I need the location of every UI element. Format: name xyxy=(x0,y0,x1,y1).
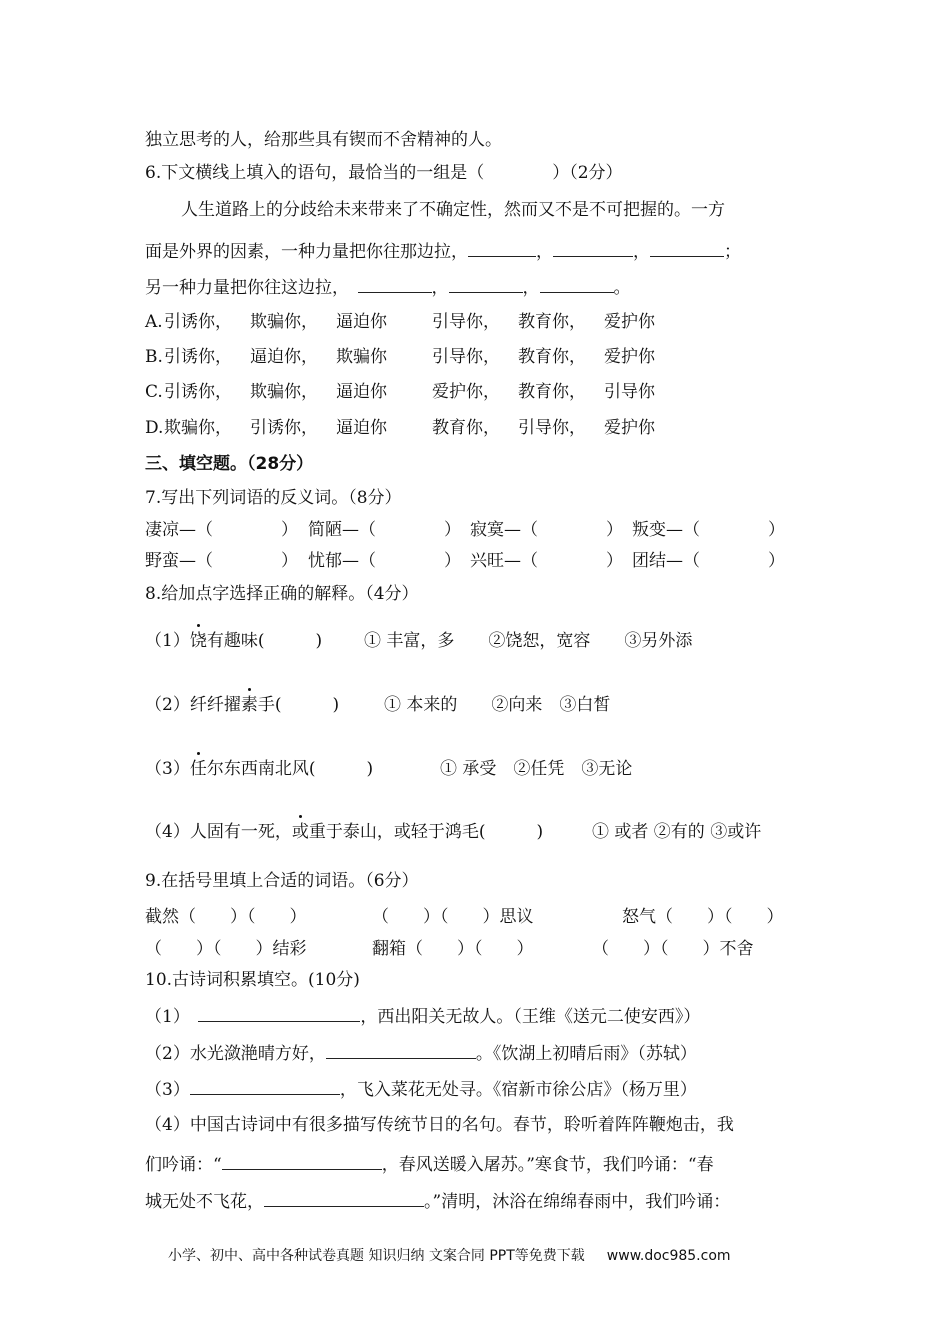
q7-item: 团结—（ ） xyxy=(632,551,785,571)
q8-item-text: 手( ) xyxy=(257,695,340,715)
q7-item: 寂寞—（ ） xyxy=(470,520,623,540)
q8-item-text: （1） xyxy=(145,631,190,651)
q8-item-choices: ① 或者 ②有的 ③或许 xyxy=(592,822,762,842)
q10-blank-3[interactable] xyxy=(190,1078,340,1095)
dotted-char: 饶 xyxy=(189,631,207,651)
q6-blank-3[interactable] xyxy=(650,240,724,257)
q10-text: 。”清明，沐浴在绵绵春雨中，我们吟诵： xyxy=(424,1192,731,1212)
option-word: 欺骗你， xyxy=(164,418,232,438)
q10-line-4: （4）中国古诗词中有很多描写传统节日的名句。春节，聆听着阵阵鞭炮击，我 xyxy=(145,1115,734,1135)
option-word: 欺骗你 xyxy=(336,347,387,367)
footer-url-link[interactable]: www.doc985.com xyxy=(606,1248,731,1264)
q6-blank-4[interactable] xyxy=(358,276,432,293)
option-word: 逼迫你 xyxy=(336,382,387,402)
q6-passage-line-3: 另一种力量把你往这边拉， ， ， 。 xyxy=(145,278,631,298)
q10-line-2 xyxy=(145,1042,697,1065)
option-word: 教育你， xyxy=(518,312,586,332)
q6-blank-6[interactable] xyxy=(540,276,614,293)
option-word: 爱护你 xyxy=(604,418,655,438)
q8-item-choices: ① 丰富，多 ②饶恕，宽容 ③另外添 xyxy=(364,631,693,651)
q8-item-text: 尔东西南北风( ) xyxy=(206,759,374,779)
q6-passage-line-2: 面是外界的因素，一种力量把你往那边拉， ， ， ； xyxy=(145,242,741,262)
option-word: 爱护你， xyxy=(432,382,500,402)
q9-item: 截然（ ）（ ） xyxy=(145,907,307,927)
section-three-heading: 三、填空题。（28分） xyxy=(145,454,314,474)
q6-blank-2[interactable] xyxy=(553,240,633,257)
q8-item-choices: ① 承受 ②任凭 ③无论 xyxy=(440,759,633,779)
q9-item: 翻箱（ ）（ ） xyxy=(372,939,534,959)
q6-blank-1[interactable] xyxy=(468,240,536,257)
q10-line-1 xyxy=(145,1005,700,1028)
q8-item-text: 有趣味( ) xyxy=(206,631,323,651)
option-word: 引诱你， xyxy=(164,312,232,332)
option-letter: B. xyxy=(145,347,163,367)
option-word: 教育你， xyxy=(518,382,586,402)
q10-text: 们吟诵：“ xyxy=(145,1155,222,1175)
q10-text: ，春风送暖入屠苏。”寒食节，我们吟诵：“春 xyxy=(381,1155,714,1175)
q10-stem: 10.古诗词积累填空。(10分) xyxy=(145,970,360,990)
option-word: 教育你， xyxy=(518,347,586,367)
option-word: 引诱你， xyxy=(250,418,318,438)
option-word: 引诱你， xyxy=(164,382,232,402)
q8-item-3 xyxy=(145,758,373,780)
q10-text: ，西出阳关无故人。（王维《送元二使安西》） xyxy=(360,1007,701,1027)
q9-item: （ ）（ ）不舍 xyxy=(592,939,754,959)
q10-text: ，飞入菜花无处寻。《宿新市徐公店》（杨万里） xyxy=(339,1080,697,1100)
option-word: 引导你 xyxy=(604,382,655,402)
q10-line-5 xyxy=(145,1153,714,1176)
intro-tail-line: 独立思考的人，给那些具有锲而不舍精神的人。 xyxy=(145,130,502,150)
q7-stem: 7.写出下列词语的反义词。（8分） xyxy=(145,488,402,508)
q7-item: 野蛮—（ ） xyxy=(145,551,298,571)
option-word: 爱护你 xyxy=(604,347,655,367)
option-word: 逼迫你 xyxy=(336,418,387,438)
option-word: 爱护你 xyxy=(604,312,655,332)
q10-blank-2[interactable] xyxy=(326,1042,476,1059)
q9-stem: 9.在括号里填上合适的词语。（6分） xyxy=(145,871,419,891)
option-word: 引诱你， xyxy=(164,347,232,367)
q7-item: 兴旺—（ ） xyxy=(470,551,623,571)
option-word: 逼迫你 xyxy=(336,312,387,332)
q7-item: 简陋—（ ） xyxy=(308,520,461,540)
q7-item: 叛变—（ ） xyxy=(632,520,785,540)
q8-item-choices: ① 本来的 ②向来 ③白皙 xyxy=(384,695,611,715)
q10-text: 。《饮湖上初晴后雨》（苏轼） xyxy=(475,1044,697,1064)
q6-stem: 6.下文横线上填入的语句，最恰当的一组是（ ）（2分） xyxy=(145,163,623,183)
page-footer xyxy=(168,1245,731,1265)
option-word: 引导你， xyxy=(432,347,500,367)
q10-blank-4[interactable] xyxy=(222,1153,382,1170)
q10-blank-5[interactable] xyxy=(264,1190,424,1207)
footer-text: 小学、初中、高中各种试卷真题 知识归纳 文案合同 PPT等免费下载 xyxy=(168,1248,585,1264)
q8-item-text: （2）纤纤擢 xyxy=(145,695,241,715)
option-letter: C. xyxy=(145,382,163,402)
dotted-char: 素 xyxy=(240,695,258,715)
dotted-char: 任 xyxy=(189,759,207,779)
q10-text: （3） xyxy=(145,1080,190,1100)
q8-item-text: 重于泰山，或轻于鸿毛( ) xyxy=(308,822,544,842)
q8-item-2 xyxy=(145,694,339,716)
q10-line-6 xyxy=(145,1190,730,1213)
q8-item-text: （4）人固有一死， xyxy=(145,822,292,842)
q6-blank-5[interactable] xyxy=(449,276,523,293)
q8-item-text: （3） xyxy=(145,759,190,779)
q9-item: 怒气（ ）（ ） xyxy=(622,907,784,927)
q6-passage-text: 另一种力量把你往这边拉， xyxy=(145,278,341,298)
option-letter: A. xyxy=(145,312,163,332)
option-word: 教育你， xyxy=(432,418,500,438)
q6-passage-line-1: 人生道路上的分歧给未来带来了不确定性，然而又不是不可把握的。一方 xyxy=(181,200,725,220)
q8-item-4 xyxy=(145,821,543,843)
q7-item: 凄凉—（ ） xyxy=(145,520,298,540)
q10-blank-1[interactable] xyxy=(198,1005,360,1022)
q10-text: 城无处不飞花， xyxy=(145,1192,264,1212)
q10-line-3 xyxy=(145,1078,697,1101)
q10-text: （2）水光潋滟晴方好， xyxy=(145,1044,326,1064)
q9-item: （ ）（ ）结彩 xyxy=(145,939,307,959)
option-letter: D. xyxy=(145,418,164,438)
q9-item: （ ）（ ）思议 xyxy=(372,907,534,927)
q7-item: 忧郁—（ ） xyxy=(308,551,461,571)
q8-stem: 8.给加点字选择正确的解释。（4分） xyxy=(145,584,419,604)
option-word: 引导你， xyxy=(518,418,586,438)
option-word: 欺骗你， xyxy=(250,312,318,332)
q6-passage-text: 面是外界的因素，一种力量把你往那边拉， xyxy=(145,242,468,262)
option-word: 欺骗你， xyxy=(250,382,318,402)
q8-item-1 xyxy=(145,630,322,652)
dotted-char: 或 xyxy=(291,822,309,842)
option-word: 逼迫你， xyxy=(250,347,318,367)
q10-text: （1） xyxy=(145,1007,182,1027)
option-word: 引导你， xyxy=(432,312,500,332)
